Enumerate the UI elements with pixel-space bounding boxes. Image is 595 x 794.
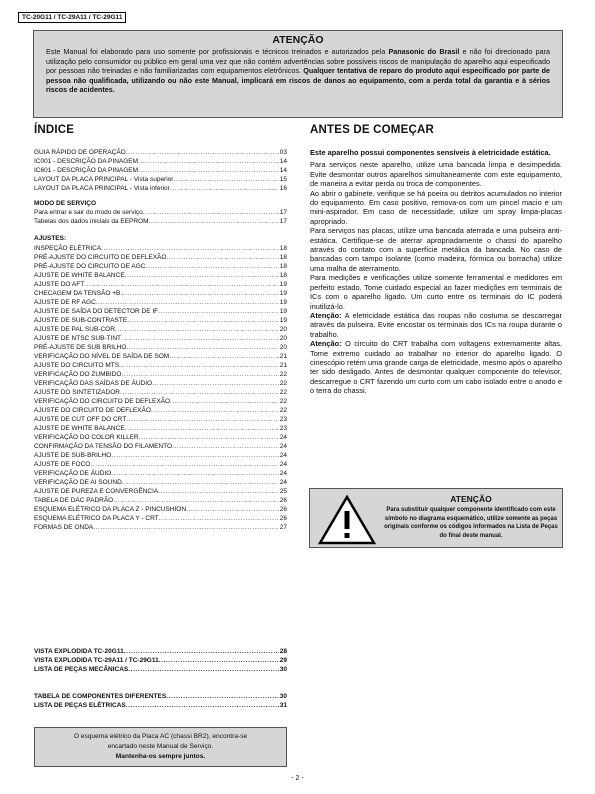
toc-leader-dots [111, 469, 278, 478]
toc-leader-dots [158, 487, 279, 496]
toc-entry-page: 14 [279, 158, 287, 165]
toc-entry-label: AJUSTE DE SUB-BRILHO [34, 452, 112, 459]
toc-leader-dots [84, 280, 279, 289]
antes-paragraph [310, 339, 562, 395]
toc-entry-label: LAYOUT DA PLACA PRINCIPAL - Vista superior [34, 176, 174, 183]
toc-group-5 [34, 692, 287, 710]
toc-entry-page: 23 [279, 416, 287, 423]
note-line-3: Mantenha-os sempre juntos. [115, 753, 206, 760]
toc-leader-dots [126, 343, 278, 352]
note-line-1: O esquema elétrico da Placa AC (chassi BR2), encontra-se [73, 733, 248, 740]
toc-leader-dots [121, 334, 279, 343]
toc-entry [34, 316, 287, 325]
toc-entry-page: 23 [279, 425, 287, 432]
toc-entry [34, 442, 287, 451]
toc-entry-label: PRÉ-AJUSTE DO CIRCUITO DE DEFLEXÃO [34, 254, 167, 261]
toc-entry-label: VERIFICAÇÃO DO ZUMBIDO [34, 371, 122, 378]
warning-title: ATENÇÃO [272, 34, 324, 46]
antes-title: ANTES DE COMEÇAR [310, 124, 434, 136]
toc-entry-page: 18 [279, 272, 287, 279]
toc-group-4 [34, 647, 287, 674]
toc-ajustes [34, 234, 287, 243]
toc-entry [34, 184, 287, 193]
toc-entry-label: AJUSTE DE NTSC SUB-TINT [34, 335, 122, 342]
toc-leader-dots [169, 352, 279, 361]
toc-entry-label: AJUSTE DE SUB-CONTRASTE [34, 317, 128, 324]
model-tag: TC-20G11 / TC-29A11 / TC-29G11 [18, 12, 126, 23]
toc-entry-label: TABELA DE DAC PADRÃO [34, 497, 114, 504]
toc-entry-label: AJUSTE DO AFT [34, 281, 85, 288]
toc-entry-page: 26 [279, 515, 287, 522]
toc-entry-label: Para entrar e sair do modo de serviço [34, 209, 143, 216]
toc-entry-label: PRÉ-AJUSTE DO CIRCUITO DE AGC [34, 263, 146, 270]
warning-text-1: Este Manual foi elaborado para uso somente por profissionais e técnicos treinados e autorizados pela [46, 47, 389, 56]
toc-entry [34, 388, 287, 397]
toc-entry-page: 16 [279, 185, 287, 192]
index-title: ÍNDICE [34, 124, 75, 136]
toc-entry [34, 262, 287, 271]
toc-entry-label: AJUSTE DE PUREZA E CONVERGÊNCIA [34, 488, 159, 495]
toc-leader-dots [145, 262, 278, 271]
attention-text: O circuito do CRT trabalha com voltagens extremamente altas. Tome extremo cuidado ao trabalhar no interior do aparelho ligado. O cinescópio retém uma grande carga de eletricidade, mesmo após o aparelho ter sido desligado. Antes de desmontar qualquer componente do televisor, descarregue o CRT fazendo um curto com um cabo isolado entre o anodo e o terra do chassi. [310, 339, 562, 396]
toc-leader-dots [173, 175, 278, 184]
toc-entry-page: 22 [279, 371, 287, 378]
toc-leader-dots [143, 208, 279, 217]
toc-entry [34, 496, 287, 505]
warning-text-2: e não foi direcionado para utilização pelo consumidor ou público em geral uma vez que não contém advertências sobre possíveis riscos de manipulação do aparelho aqui especificado por pessoas não treinadas e não familiarizadas com equipamentos eletrônicos. [46, 47, 551, 76]
toc-entry-label: LISTA DE PEÇAS MECÂNICAS [34, 666, 129, 673]
toc-entry-label: GUIA RÁPIDO DE OPERAÇÃO [34, 149, 126, 156]
toc-entry-label: IC001 - DESCRIÇÃO DA PINAGEM [34, 158, 139, 165]
note-box [34, 727, 287, 767]
toc-entry [34, 656, 287, 665]
toc-entry-label: FORMAS DE ONDA [34, 524, 94, 531]
toc-entry [34, 406, 287, 415]
toc-entry-page: 18 [279, 263, 287, 270]
toc-entry [34, 361, 287, 370]
antes-lead: Este aparelho possui componentes sensíveis à eletricidade estática. [310, 148, 551, 157]
warning-triangle-icon [318, 495, 376, 545]
toc-leader-dots [138, 166, 279, 175]
toc-leader-dots [149, 217, 279, 226]
toc-entry [34, 451, 287, 460]
toc-entry-page: 15 [279, 176, 287, 183]
toc-leader-dots [90, 460, 278, 469]
toc-leader-dots [152, 379, 279, 388]
toc-leader-dots [186, 505, 279, 514]
toc-leader-dots [125, 271, 279, 280]
toc-entry-label: VISTA EXPLODIDA TC-20G11 [34, 648, 124, 655]
toc-leader-dots [151, 406, 279, 415]
toc-entry-page: 20 [279, 335, 287, 342]
toc-entry [34, 148, 287, 157]
toc-entry-label: VERIFICAÇÃO DO COLOR KILLER [34, 434, 139, 441]
note-line-2: encartado neste Manual de Serviço. [107, 743, 214, 750]
toc-entry-page: 24 [279, 470, 287, 477]
toc-entry [34, 325, 287, 334]
toc-entry-page: 24 [279, 434, 287, 441]
toc-entry [34, 415, 287, 424]
toc-entry-page: 24 [279, 443, 287, 450]
attention-box [309, 488, 563, 548]
toc-entry-label: VERIFICAÇÃO DE AI SOUND [34, 479, 122, 486]
antes-body [310, 148, 562, 396]
toc-group-1 [34, 148, 287, 193]
toc-entry-label: LAYOUT DA PLACA PRINCIPAL - Vista inferior [34, 185, 170, 192]
toc-leader-dots [113, 496, 279, 505]
toc-leader-dots [126, 701, 279, 710]
toc-entry-page: 19 [279, 299, 287, 306]
toc-entry [34, 271, 287, 280]
toc-leader-dots [127, 316, 279, 325]
toc-entry-page: 19 [279, 317, 287, 324]
toc-entry [34, 701, 287, 710]
modo-servico-title: MODO DE SERVIÇO [34, 200, 97, 207]
toc-entry [34, 370, 287, 379]
toc-entry [34, 157, 287, 166]
toc-entry-page: 17 [279, 218, 287, 225]
warning-brand: Panasonic do Brasil [388, 47, 460, 56]
toc-leader-dots [126, 415, 279, 424]
toc-entry-label: AJUSTE DO CIRCUITO DE DEFLEXÃO [34, 407, 151, 414]
toc-entry-label: CONFIRMAÇÃO DA TENSÃO DO FILAMENTO [34, 443, 173, 450]
toc-leader-dots [139, 433, 279, 442]
toc-entry-page: 21 [279, 353, 287, 360]
toc-group-3 [34, 244, 287, 532]
toc-entry-page: 20 [279, 326, 287, 333]
toc-entry [34, 478, 287, 487]
toc-leader-dots [125, 424, 279, 433]
toc-group-2 [34, 208, 287, 226]
toc-entry-page: 19 [279, 281, 287, 288]
toc-entry-page: 18 [279, 254, 287, 261]
toc-entry-page: 28 [279, 648, 287, 655]
toc-leader-dots [170, 397, 279, 406]
toc-entry [34, 217, 287, 226]
toc-entry [34, 307, 287, 316]
toc-entry [34, 424, 287, 433]
toc-entry-page: 03 [279, 149, 287, 156]
toc-entry-page: 31 [279, 702, 287, 709]
toc-entry [34, 334, 287, 343]
attention-text: A eletricidade estática das roupas não costuma se descarregar através da pulseira. Evite encostar os terminais dos ICs na roupa durante o trabalho. [310, 310, 562, 339]
antes-paragraph [310, 311, 562, 339]
toc-entry-label: VISTA EXPLODIDA TC-29A11 / TC-29G11 [34, 657, 159, 664]
toc-leader-dots [120, 388, 279, 397]
toc-leader-dots [119, 361, 279, 370]
toc-entry-label: VERIFICAÇÃO DO NÍVEL DE SAÍDA DE SOM [34, 353, 170, 360]
toc-leader-dots [158, 307, 279, 316]
toc-entry-label: AJUSTE DE FOCO [34, 461, 91, 468]
toc-entry-label: AJUSTE DO CIRCUITO MTS [34, 362, 120, 369]
toc-entry-label: ESQUEMA ELÉTRICO DA PLACA Y - CRT [34, 515, 159, 522]
toc-entry-label: AJUSTE DE SAÍDA DO DETECTOR DE IF [34, 308, 159, 315]
toc-leader-dots [138, 157, 279, 166]
toc-entry-label: Tabelas dos dados iniciais da EEPROM [34, 218, 149, 225]
toc-entry-page: 30 [279, 693, 287, 700]
toc-entry [34, 514, 287, 523]
toc-entry-page: 24 [279, 479, 287, 486]
page-number: - 2 - [291, 775, 304, 782]
toc-entry-page: 22 [279, 398, 287, 405]
toc-entry-page: 17 [279, 209, 287, 216]
toc-entry-label: AJUSTE DO SINTETIZADOR [34, 389, 120, 396]
toc-leader-dots [159, 656, 279, 665]
toc-leader-dots [96, 298, 279, 307]
toc-leader-dots [115, 325, 279, 334]
toc-entry [34, 665, 287, 674]
toc-entry-label: IC601 - DESCRIÇÃO DA PINAGEM [34, 167, 139, 174]
toc-entry-label: VERIFICAÇÃO DAS SAÍDAS DE ÁUDIO [34, 380, 153, 387]
toc-entry-page: 26 [279, 506, 287, 513]
toc-entry-page: 30 [279, 666, 287, 673]
toc-entry [34, 469, 287, 478]
toc-entry [34, 289, 287, 298]
toc-entry-label: CHECAGEM DA TENSÃO +B [34, 290, 121, 297]
toc-entry-label: INSPEÇÃO ELÉTRICA [34, 245, 102, 252]
antes-paragraph: Para serviços nas placas, utilize uma bancada aterrada e uma pulseira anti-estática. Certifique-se de aterrar apropriadamente o chassi do aparelho através do contato com a superfície metálica da bancada. No caso de bancadas com tampo isolante (como madeira, fórmica ou borracha) utilize uma malha de aterramento. [310, 226, 562, 273]
toc-entry [34, 352, 287, 361]
toc-entry-label: LISTA DE PEÇAS ELÉTRICAS [34, 702, 126, 709]
toc-entry [34, 460, 287, 469]
toc-leader-dots [122, 478, 279, 487]
toc-entry [34, 487, 287, 496]
toc-entry-label: AJUSTE DE WHITE BALANCE [34, 425, 125, 432]
toc-entry [34, 166, 287, 175]
toc-leader-dots [128, 665, 279, 674]
toc-entry [34, 692, 287, 701]
toc-entry [34, 397, 287, 406]
toc-entry-page: 21 [279, 362, 287, 369]
toc-entry-page: 27 [279, 524, 287, 531]
antes-paragraph: Ao abrir o gabinete, verifique se há poeira ou detritos acumulados no interior do equipamento. Em caso positivo, remova-os com um pincel macio e um mini-aspirador. Em caso de necessidade, utilize um spray limpa-placas apropriado. [310, 188, 562, 226]
attention-box-text: Para substituir qualquer componente identificado com este símbolo no diagrama esquemático, utilize somente as peças originais conforme os códigos informados na Lista de Peças do final deste manual. [384, 507, 558, 539]
toc-entry-page: 22 [279, 407, 287, 414]
toc-entry-label: VERIFICAÇÃO DE ÁUDIO [34, 470, 112, 477]
toc-entry [34, 253, 287, 262]
attention-label: Atenção: [310, 310, 342, 320]
toc-entry-page: 18 [279, 245, 287, 252]
warning-text-bold: Qualquer tentativa de reparo do produto aqui especificado por parte de pessoa não qualificada, utilizando ou não este Manual, implicará em riscos de danos ao equipamento, com a perda total da garantia e à sérios riscos de acidentes. [46, 66, 550, 95]
toc-entry [34, 343, 287, 352]
toc-entry-page: 24 [279, 461, 287, 468]
toc-entry [34, 647, 287, 656]
toc-leader-dots [170, 184, 279, 193]
toc-entry [34, 379, 287, 388]
toc-leader-dots [93, 523, 279, 532]
toc-entry [34, 523, 287, 532]
toc-leader-dots [111, 451, 278, 460]
toc-leader-dots [101, 244, 279, 253]
ajustes-title: AJUSTES: [34, 235, 67, 242]
toc-entry [34, 244, 287, 253]
toc-leader-dots [166, 253, 278, 262]
warning-box [33, 30, 563, 118]
toc-entry [34, 433, 287, 442]
toc-entry [34, 175, 287, 184]
toc-entry-label: AJUSTE DE PAL SUB-COR [34, 326, 115, 333]
toc-entry [34, 505, 287, 514]
toc-entry-page: 24 [279, 452, 287, 459]
toc-entry-page: 26 [279, 497, 287, 504]
toc-leader-dots [166, 692, 279, 701]
toc-modo-servico [34, 199, 287, 208]
warning-text [46, 47, 550, 95]
toc-entry-label: PRÉ-AJUSTE DE SUB BRILHO [34, 344, 127, 351]
toc-entry [34, 208, 287, 217]
toc-leader-dots [159, 514, 279, 523]
toc-entry-label: VERIFICAÇÃO DO CIRCUITO DE DEFLEXÃO [34, 398, 171, 405]
toc-entry-page: 14 [279, 167, 287, 174]
toc-entry [34, 280, 287, 289]
toc-entry-label: AJUSTE DE WHITE BALANCE [34, 272, 125, 279]
toc-entry-label: ESQUEMA ELÉTRICO DA PLACA Z - PINCUSHION [34, 506, 187, 513]
toc-entry-page: 19 [279, 290, 287, 297]
toc-entry-page: 20 [279, 344, 287, 351]
toc-leader-dots [120, 289, 278, 298]
toc-entry [34, 298, 287, 307]
toc-entry-page: 22 [279, 389, 287, 396]
toc-leader-dots [121, 370, 278, 379]
toc-leader-dots [172, 442, 279, 451]
attention-box-title: ATENÇÃO [450, 494, 492, 504]
toc-entry-page: 19 [279, 308, 287, 315]
toc-entry-label: TABELA DE COMPONENTES DIFERENTES [34, 693, 167, 700]
toc-leader-dots [126, 148, 279, 157]
toc-entry-page: 25 [279, 488, 287, 495]
antes-paragraph: Para medições e verificações utilize somente ferramental e medidores em perfeito estado. Tome cuidado especial ao fazer medições em terminais de ICs com o aparelho ligado. Um curto entre os terminais do IC poderá inutilizá-lo. [310, 273, 562, 311]
toc-entry-page: 29 [279, 657, 287, 664]
toc-leader-dots [124, 647, 279, 656]
toc-entry-label: AJUSTE DE CUT OFF DO CRT [34, 416, 127, 423]
antes-paragraph: Para serviços neste aparelho, utilize uma bancada limpa e desimpedida. Evite desmontar outros aparelhos simultaneamente com este equipamento, de maneira a evitar perda ou troca de componentes. [310, 160, 562, 189]
toc-entry-page: 22 [279, 380, 287, 387]
attention-label: Atenção: [310, 339, 342, 349]
toc-entry-label: AJUSTE DE RF AGC [34, 299, 96, 306]
